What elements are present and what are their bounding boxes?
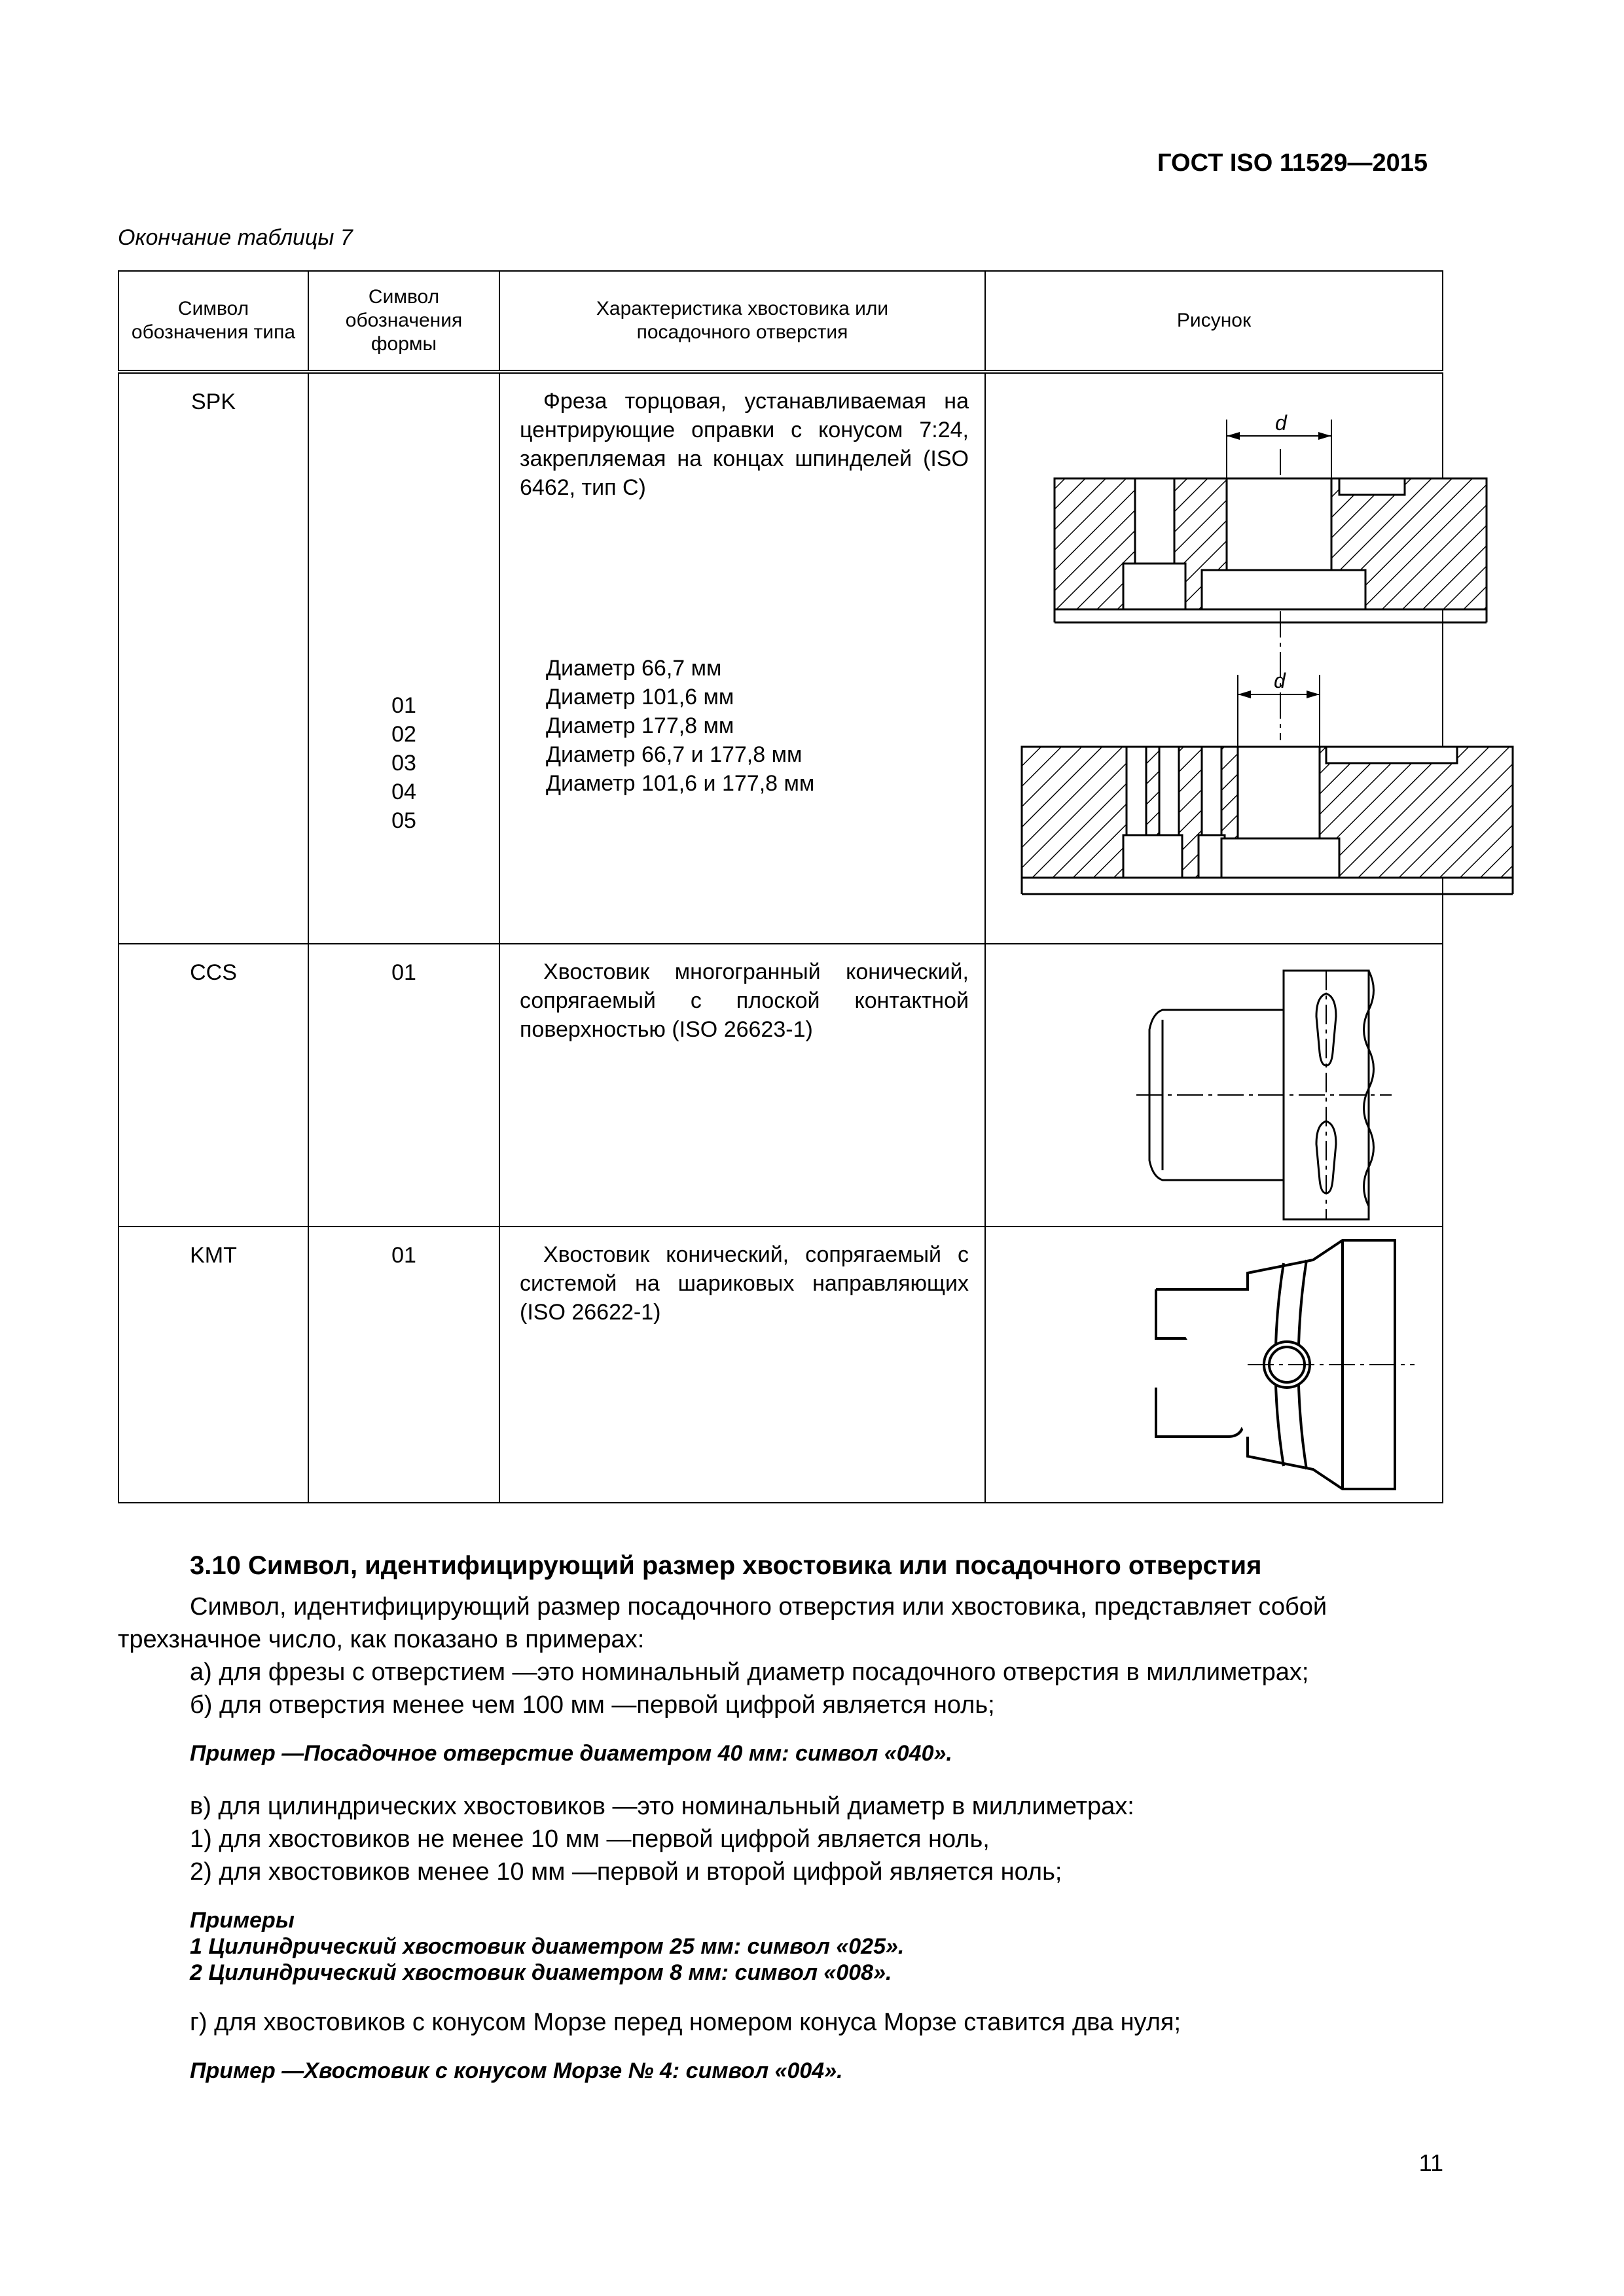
spk-drawing: [986, 374, 1555, 943]
header-characteristic: Характеристика хвостовика или посадочного отверстия: [499, 271, 985, 372]
section-intro: Символ, идентифицирующий размер посадочного отверстия или хвостовика, представляет собой трехзначное число, как показано в примерах:: [118, 1593, 1327, 1653]
kmt-drawing: [986, 1227, 1555, 1502]
table-header-row: [118, 271, 1443, 372]
description-cell: [499, 1227, 985, 1503]
description-cell: [499, 372, 985, 944]
form-desc-list: [520, 654, 969, 798]
type-code: KMT: [118, 1227, 308, 1503]
example-3: 2 Цилиндрический хвостовик диаметром 8 мм: символ «008».: [190, 1960, 892, 1985]
form-code: 04: [391, 780, 416, 804]
shank-table: [118, 270, 1443, 1503]
page-number: 11: [1418, 2149, 1443, 2176]
figure-cell: [985, 1227, 1443, 1503]
section-heading: 3.10 Символ, идентифицирующий размер хвостовика или посадочного отверстия: [190, 1551, 1262, 1580]
header-form-symbol: Символ обозначения формы: [308, 271, 499, 372]
list-item-c2: 2) для хвостовиков менее 10 мм —первой и второй цифрой является ноль;: [190, 1858, 1062, 1886]
dimension-label: d: [1275, 411, 1287, 435]
list-item-b: б) для отверстия менее чем 100 мм —первой цифрой является ноль;: [190, 1691, 995, 1719]
description-cell: [499, 944, 985, 1227]
type-code: CCS: [118, 944, 308, 1227]
form-codes-cell: [308, 372, 499, 944]
description-text: Хвостовик конический, сопрягаемый с системой на шариковых направляющих (ISO 26622-1): [520, 1242, 969, 1325]
examples-title: Примеры: [190, 1908, 295, 1933]
example-2: 1 Цилиндрический хвостовик диаметром 25 мм: символ «025».: [190, 1934, 905, 1959]
form-desc: Диаметр 66,7 мм: [546, 656, 722, 681]
description-text: Хвостовик многогранный конический, сопрягаемый с плоской контактной поверхностью (ISO 26623-1): [520, 960, 969, 1042]
list-item-c1: 1) для хвостовиков не менее 10 мм —первой цифрой является ноль,: [190, 1825, 990, 1853]
ccs-drawing: [986, 944, 1555, 1226]
form-code: 02: [391, 722, 416, 747]
header-figure: Рисунок: [985, 271, 1443, 372]
form-desc: Диаметр 177,8 мм: [546, 713, 734, 738]
form-code: 01: [308, 1227, 499, 1503]
header-type-symbol: Символ обозначения типа: [118, 271, 308, 372]
document-header: ГОСТ ISO 11529—2015: [1157, 149, 1428, 177]
table-row: [118, 372, 1443, 944]
table-row: [118, 1227, 1443, 1503]
figure-cell: [985, 944, 1443, 1227]
form-desc: Диаметр 101,6 и 177,8 мм: [546, 771, 815, 796]
spk-section-1: [1055, 411, 1487, 740]
form-code: 03: [391, 751, 416, 776]
list-item-c: в) для цилиндрических хвостовиков —это номинальный диаметр в миллиметрах:: [190, 1793, 1134, 1820]
form-code: 05: [391, 808, 416, 833]
form-codes-list: [309, 691, 499, 835]
list-item-a: а) для фрезы с отверстием —это номинальный диаметр посадочного отверстия в миллиметрах;: [190, 1659, 1309, 1686]
spk-section-2: [1022, 669, 1513, 894]
form-code: 01: [308, 944, 499, 1227]
form-desc: Диаметр 66,7 и 177,8 мм: [546, 742, 803, 767]
form-code: 01: [391, 693, 416, 718]
example-1: Пример —Посадочное отверстие диаметром 40 мм: символ «040».: [190, 1741, 952, 1766]
list-item-d: г) для хвостовиков с конусом Морзе перед номером конуса Морзе ставится два нуля;: [190, 2009, 1182, 2036]
table-caption: Окончание таблицы 7: [118, 225, 353, 250]
figure-cell: [985, 372, 1443, 944]
form-desc: Диаметр 101,6 мм: [546, 685, 734, 709]
description-text: Фреза торцовая, устанавливаемая на центрирующие оправки с конусом 7:24, закрепляемая на концах шпинделей (ISO 6462, тип С): [520, 389, 969, 500]
svg-text:d: d: [1274, 669, 1286, 692]
type-code: SPK: [118, 372, 308, 944]
table-row: [118, 944, 1443, 1227]
example-4: Пример —Хвостовик с конусом Морзе № 4: символ «004».: [190, 2058, 843, 2083]
